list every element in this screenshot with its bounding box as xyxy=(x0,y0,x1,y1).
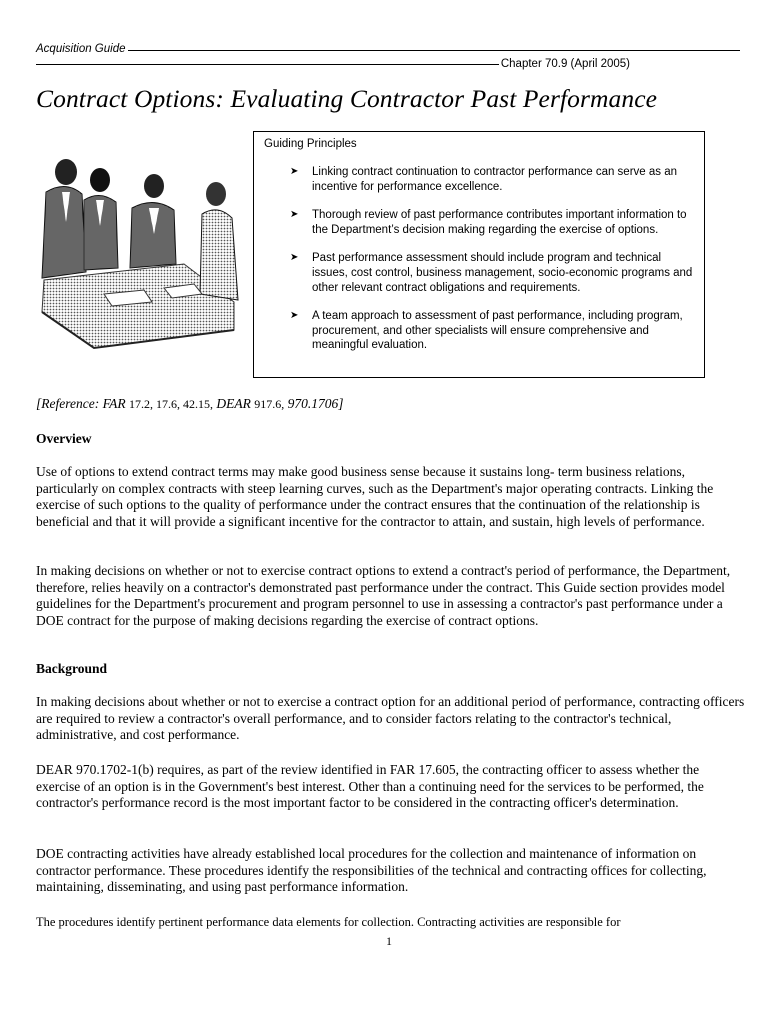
page-title: Contract Options: Evaluating Contractor Past Performance xyxy=(36,84,658,113)
background-paragraph-2: DEAR 970.1702-1(b) requires, as part of the review identified in FAR 17.605, the contracting officer to assess whether the exercise of an option is in the Government's best interest. Other than a continuing need for the services to be performed, the contractor's performance record is the most important factor to be considered in the contracting officer's determination. xyxy=(36,762,704,811)
arrow-bullet-icon: ➤ xyxy=(290,209,299,221)
guide-label: Acquisition Guide xyxy=(36,43,126,55)
reference-line: [Reference: FAR 17.2, 17.6, 42.15, DEAR 917.6, 970.1706] xyxy=(36,396,344,411)
overview-paragraph-2: In making decisions on whether or not to exercise contract options to extend a contract's period of performance, the Department, therefore, relies heavily on a contractor's demonstrated past performance under the contract. This Guide section provides model guidelines for the Department's procurement and program personnel to use in assessing a contractor's past performance under a DOE contract for the purpose of making decisions regarding the exercise of contract options. xyxy=(36,563,731,628)
guiding-principles-title: Guiding Principles xyxy=(264,138,357,150)
list-item: ➤ Linking contract continuation to contractor performance can serve as an incentive for performance excellence. xyxy=(290,166,678,193)
arrow-bullet-icon: ➤ xyxy=(290,166,299,177)
list-item: ➤ A team approach to assessment of past performance, including program, procurement, and other specialists will ensure comprehensive and meaningful evaluation. xyxy=(290,310,683,352)
background-heading: Background xyxy=(36,661,108,676)
running-header-guide xyxy=(36,43,740,55)
running-header-chapter xyxy=(36,58,630,70)
guiding-principles-list xyxy=(254,165,704,367)
arrow-bullet-icon: ➤ xyxy=(290,252,299,264)
background-paragraph-4: The procedures identify pertinent performance data elements for collection. Contracting activities are responsible for xyxy=(36,915,621,929)
overview-paragraph-1: Use of options to extend contract terms may make good business sense because it sustains long- term business relations, particularly on complex contracts with steep learning curves, such as the Department's major operating contracts. Linking the exercise of such options to the quality of performance under the contract ensures that the continuation of the relationship is beneficial and that it will provide a significant incentive for the contractor to attain, and sustain, high levels of performance. xyxy=(36,464,714,529)
arrow-bullet-icon: ➤ xyxy=(290,310,299,322)
overview-heading: Overview xyxy=(36,431,92,446)
background-paragraph-3: DOE contracting activities have already established local procedures for the collection and maintenance of information on contractor performance. These procedures identify the responsibilities of the technical and contracting offices for collecting, maintaining, disseminating, and using past performance information. xyxy=(36,846,707,895)
guiding-principles-box xyxy=(253,131,705,378)
background-paragraph-1: In making decisions about whether or not to exercise a contract option for an additional period of performance, contracting officers are required to review a contractor's overall performance, and to consider factors relating to the contractor's technical, administrative, and cost performance. xyxy=(36,694,745,743)
meeting-illustration-icon xyxy=(34,152,242,354)
list-item: ➤ Past performance assessment should include program and technical issues, cost control, business management, socio-economic programs and other relevant contract obligations and requirements. xyxy=(290,252,693,294)
page-number: 1 xyxy=(386,934,392,948)
header-rule xyxy=(128,50,741,51)
list-item: ➤ Thorough review of past performance contributes important information to the Department’s decision making regarding the exercise of options. xyxy=(290,209,687,236)
chapter-label: Chapter 70.9 (April 2005) xyxy=(500,58,630,70)
header-rule xyxy=(36,64,499,65)
